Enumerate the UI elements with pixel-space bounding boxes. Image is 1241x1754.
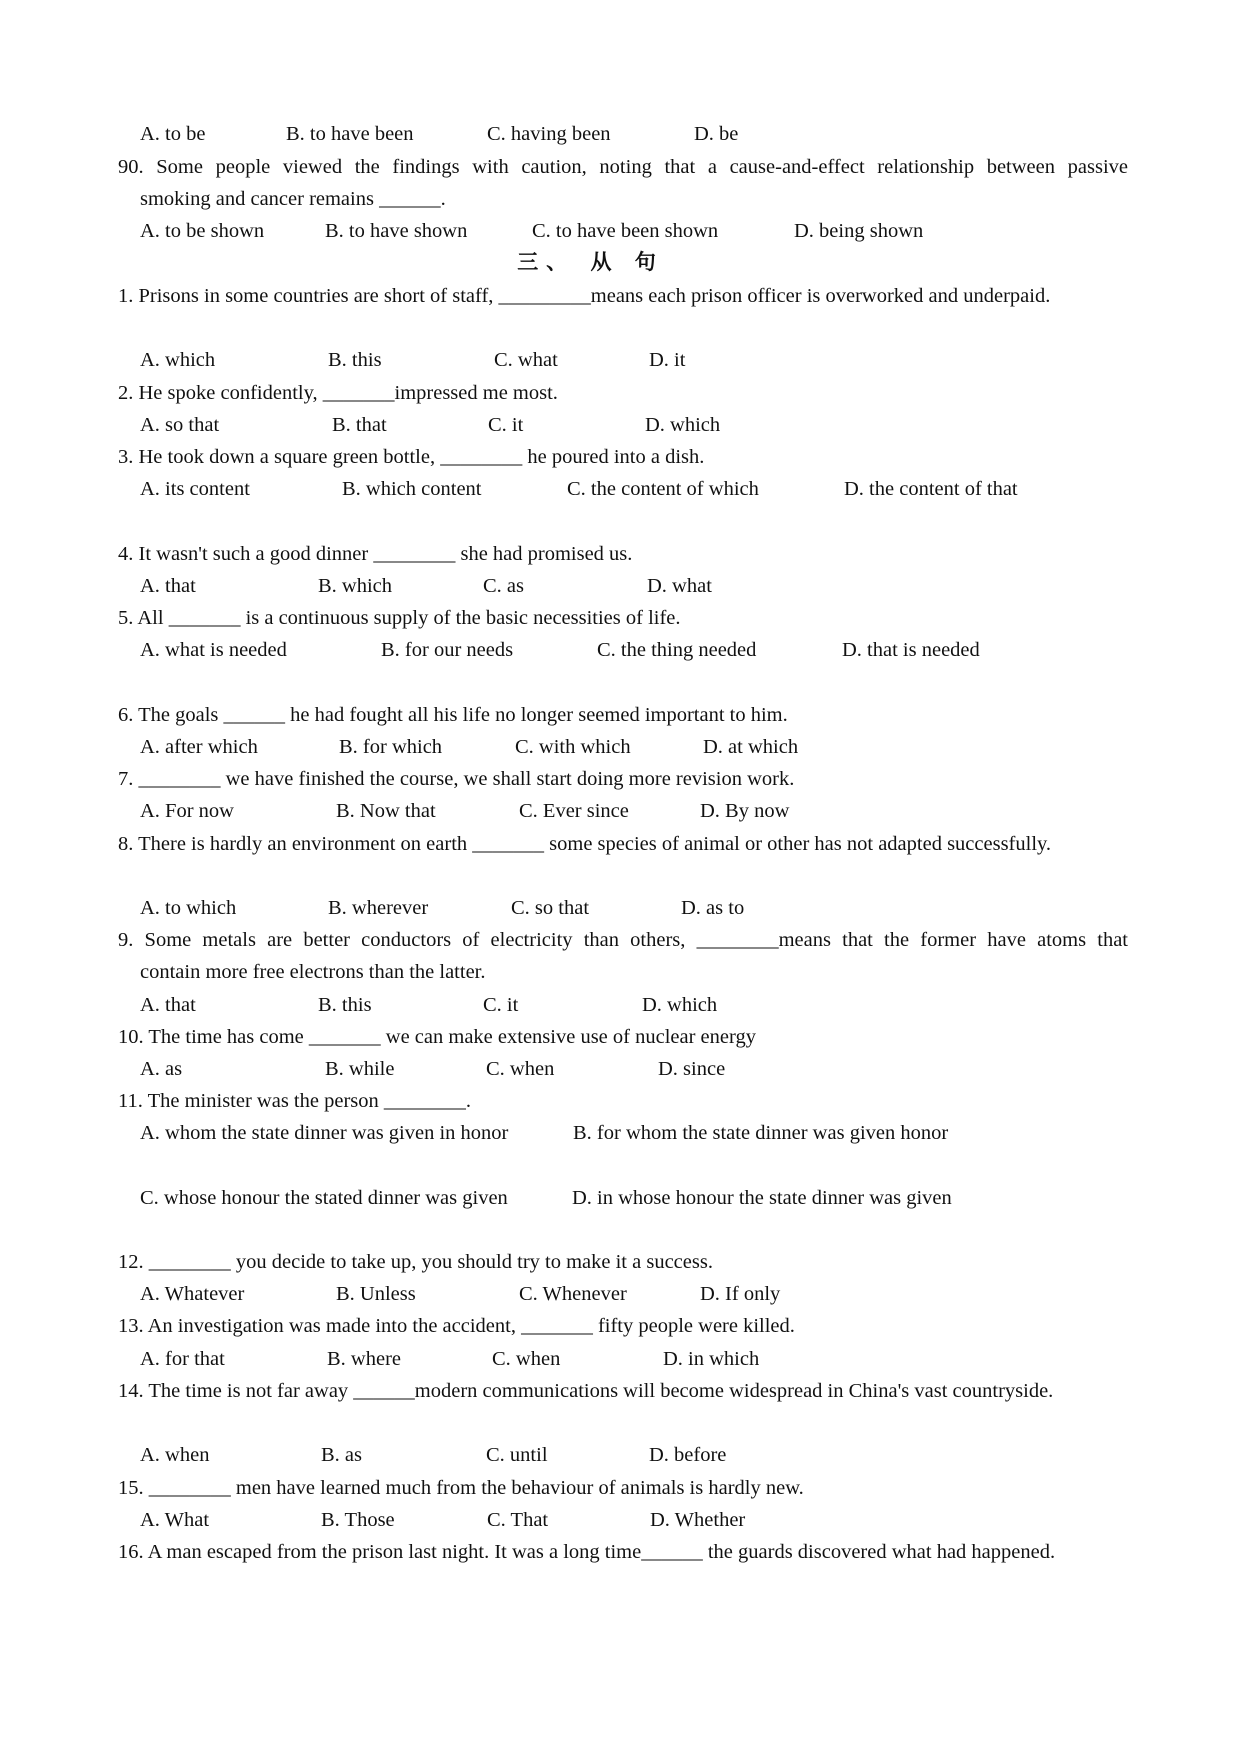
option-d: D. be: [694, 123, 739, 145]
option-c: C. the content of which: [567, 478, 759, 500]
option-d: D. it: [649, 349, 686, 371]
option-b: B. which: [318, 575, 393, 597]
question-11-stem: 11. The minister was the person ________.: [118, 1090, 472, 1112]
option-b: B. where: [327, 1348, 402, 1370]
option-d: D. in whose honour the state dinner was given: [572, 1187, 952, 1209]
option-b: B. which content: [342, 478, 482, 500]
option-b: B. for our needs: [381, 639, 514, 661]
option-d: D. before: [649, 1444, 727, 1466]
q90-stem-line1: 90. Some people viewed the findings with caution, noting that a cause-and-effect relationship between passive: [118, 156, 1128, 178]
option-a: A. Whatever: [140, 1283, 245, 1305]
option-a: A. For now: [140, 800, 234, 822]
question-12-stem: 12. ________ you decide to take up, you should try to make it a success.: [118, 1251, 713, 1273]
section-heading: 三、 从 句: [517, 250, 664, 274]
option-a: A. what is needed: [140, 639, 287, 661]
option-b: B. as: [321, 1444, 362, 1466]
option-c: C. what: [494, 349, 558, 371]
question-6-stem: 6. The goals ______ he had fought all his life no longer seemed important to him.: [118, 704, 788, 726]
option-d: D. which: [642, 994, 718, 1016]
option-c: C. when: [492, 1348, 561, 1370]
option-d: D. what: [647, 575, 712, 597]
option-c: C. to have been shown: [532, 220, 719, 242]
option-b: B. to have shown: [325, 220, 468, 242]
option-d: D. which: [645, 414, 721, 436]
option-b: B. this: [328, 349, 382, 371]
option-b: B. this: [318, 994, 372, 1016]
option-b: B. for whom the state dinner was given honor: [573, 1122, 949, 1144]
question-2-stem: 2. He spoke confidently, _______impressed me most.: [118, 382, 558, 404]
question-4-stem: 4. It wasn't such a good dinner ________ she had promised us.: [118, 543, 633, 565]
question-8-stem: 8. There is hardly an environment on earth _______ some species of animal or other has not adapted successfully.: [118, 833, 1052, 855]
option-a: A. to be shown: [140, 220, 265, 242]
option-a: A. What: [140, 1509, 210, 1531]
option-a: A. to which: [140, 897, 237, 919]
question-9-stem-line1: 9. Some metals are better conductors of electricity than others, ________means that the former have atoms that: [118, 929, 1128, 951]
option-b: B. Unless: [336, 1283, 416, 1305]
option-c: C. so that: [511, 897, 590, 919]
option-a: A. when: [140, 1444, 210, 1466]
option-c: C. Whenever: [519, 1283, 627, 1305]
option-b: B. that: [332, 414, 387, 436]
option-a: A. that: [140, 994, 196, 1016]
question-16-stem: 16. A man escaped from the prison last night. It was a long time______ the guards discovered what had happened.: [118, 1541, 1056, 1563]
question-14-stem: 14. The time is not far away ______modern communications will become widespread in China's vast countryside.: [118, 1380, 1054, 1402]
question-9-stem-line2: contain more free electrons than the latter.: [140, 961, 486, 983]
q90-stem-line2: smoking and cancer remains ______.: [140, 188, 446, 210]
option-a: A. whom the state dinner was given in honor: [140, 1122, 509, 1144]
option-c: C. whose honour the stated dinner was given: [140, 1187, 508, 1209]
option-d: D. If only: [700, 1283, 781, 1305]
option-d: D. Whether: [650, 1509, 746, 1531]
option-b: B. for which: [339, 736, 443, 758]
question-7-stem: 7. ________ we have finished the course, we shall start doing more revision work.: [118, 768, 795, 790]
question-5-stem: 5. All _______ is a continuous supply of the basic necessities of life.: [118, 607, 681, 629]
option-d: D. the content of that: [844, 478, 1018, 500]
option-d: D. in which: [663, 1348, 760, 1370]
option-d: D. that is needed: [842, 639, 980, 661]
option-d: D. as to: [681, 897, 745, 919]
question-1-stem: 1. Prisons in some countries are short of staff, _________means each prison officer is overworked and underpaid.: [118, 285, 1051, 307]
option-c: C. Ever since: [519, 800, 629, 822]
option-a: A. so that: [140, 414, 220, 436]
option-c: C. with which: [515, 736, 631, 758]
option-a: A. after which: [140, 736, 258, 758]
question-10-stem: 10. The time has come _______ we can make extensive use of nuclear energy: [118, 1026, 756, 1048]
option-c: C. it: [488, 414, 524, 436]
option-b: B. Those: [321, 1509, 395, 1531]
question-13-stem: 13. An investigation was made into the accident, _______ fifty people were killed.: [118, 1315, 795, 1337]
option-c: C. That: [487, 1509, 549, 1531]
option-b: B. Now that: [336, 800, 436, 822]
option-d: D. being shown: [794, 220, 924, 242]
option-c: C. as: [483, 575, 524, 597]
option-a: A. for that: [140, 1348, 225, 1370]
option-d: D. since: [658, 1058, 726, 1080]
option-b: B. while: [325, 1058, 395, 1080]
option-a: A. which: [140, 349, 216, 371]
option-a: A. its content: [140, 478, 250, 500]
option-c: C. the thing needed: [597, 639, 757, 661]
question-15-stem: 15. ________ men have learned much from the behaviour of animals is hardly new.: [118, 1477, 804, 1499]
option-b: B. to have been: [286, 123, 414, 145]
option-c: C. until: [486, 1444, 548, 1466]
option-c: C. having been: [487, 123, 611, 145]
option-b: B. wherever: [328, 897, 429, 919]
option-d: D. at which: [703, 736, 799, 758]
question-3-stem: 3. He took down a square green bottle, ________ he poured into a dish.: [118, 446, 705, 468]
option-a: A. as: [140, 1058, 183, 1080]
option-c: C. it: [483, 994, 519, 1016]
option-a: A. that: [140, 575, 196, 597]
option-a: A. to be: [140, 123, 206, 145]
option-d: D. By now: [700, 800, 790, 822]
option-c: C. when: [486, 1058, 555, 1080]
